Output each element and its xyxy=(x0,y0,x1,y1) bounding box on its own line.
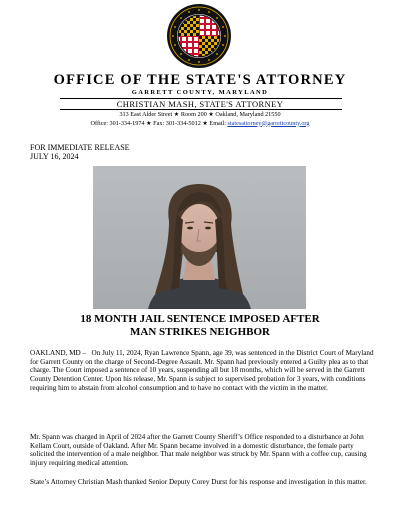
release-label: FOR IMMEDIATE RELEASE xyxy=(30,143,130,152)
office-contact xyxy=(0,120,400,127)
release-info xyxy=(30,143,130,161)
headline xyxy=(0,313,400,339)
office-title: OFFICE OF THE STATE'S ATTORNEY xyxy=(53,72,347,88)
headline-line-2: MAN STRIKES NEIGHBOR xyxy=(130,326,270,338)
mugshot-photo xyxy=(93,166,306,309)
attorney-name: CHRISTIAN MASH, STATE'S ATTORNEY xyxy=(116,98,284,109)
email-link[interactable]: statesattorney@garrettcounty.org xyxy=(227,119,310,127)
paragraph-2: Mr. Spann was charged in April of 2024 after the Garrett County Sheriff’s Office responded to a disturbance at John Kellam Court, outside of Oakland. After Mr. Spann became involved in a domestic disturbance, the female party solicited the intervention of a male neighbor. That male neighbor was struck by Mr. Spann with a coffee cup, causing injury requiring medical attention. xyxy=(30,433,367,468)
dateline: OAKLAND, MD – xyxy=(30,349,87,357)
headline-line-1: 18 MONTH JAIL SENTENCE IMPOSED AFTER xyxy=(80,313,320,325)
divider-bottom xyxy=(60,109,342,110)
county-name: GARRETT COUNTY, MARYLAND xyxy=(131,89,269,96)
paragraph-3: State’s Attorney Christian Mash thanked Senior Deputy Corey Durst for his response and investigation in this matter. xyxy=(30,478,367,486)
contact-phone-fax: Office: 301-334-1974 ★ Fax: 301-334-5012 ★ Email: xyxy=(90,119,228,127)
office-address: 313 East Alder Street ★ Room 200 ★ Oakland, Maryland 21550 xyxy=(119,111,281,118)
release-date: JULY 16, 2024 xyxy=(30,152,79,161)
paragraph-1-text: On July 11, 2024, Ryan Lawrence Spann, age 39, was sentenced in the District Court of Maryland for Garrett County on the charge of Second-Degree Assault. Mr. Spann had previously entered a Guilty plea as to that charge. The Court imposed a sentence of 10 years, suspending all but 18 months, which will be served in the Garrett County Detention Center. Upon his release, Mr. Spann is subject to supervised probation for 3 years, with conditions requiring him to abstain from alcohol consumption and to have no contact with the victim in the matter. xyxy=(30,349,374,392)
paragraph-1 xyxy=(30,349,375,393)
maryland-flag-seal-icon xyxy=(166,3,232,69)
